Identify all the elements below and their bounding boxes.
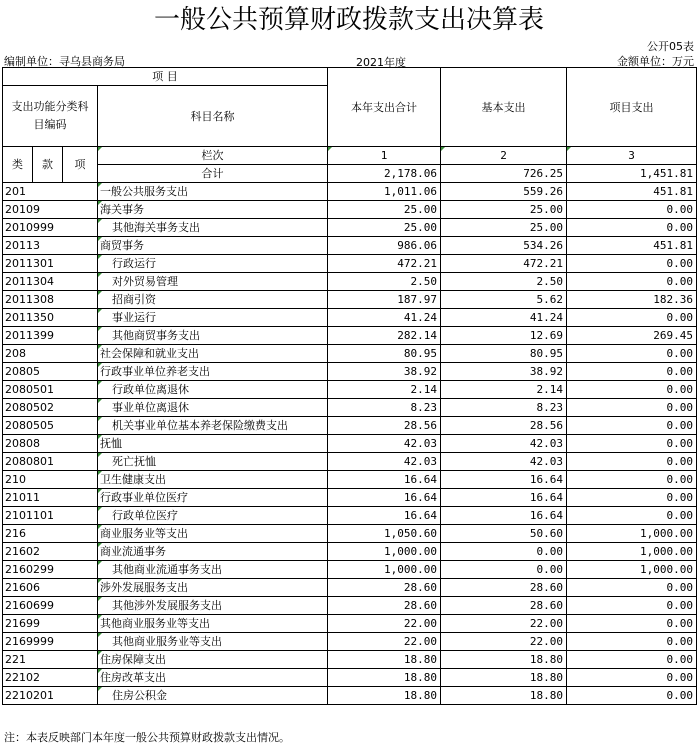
table-row bbox=[3, 471, 697, 489]
row-subject-name: 涉外发展服务支出 bbox=[98, 579, 328, 597]
table-row bbox=[3, 543, 697, 561]
row-subject-name: 对外贸易管理 bbox=[98, 273, 328, 291]
total-label: 合计 bbox=[98, 165, 328, 183]
row-subject-name: 其他商业服务业等支出 bbox=[98, 615, 328, 633]
row-project: 451.81 bbox=[567, 237, 697, 255]
row-code: 210 bbox=[3, 471, 98, 489]
row-subject-name: 住房保障支出 bbox=[98, 651, 328, 669]
row-project: 0.00 bbox=[567, 381, 697, 399]
row-total: 282.14 bbox=[328, 327, 441, 345]
table-row bbox=[3, 237, 697, 255]
header-kuan: 款 bbox=[33, 147, 63, 183]
row-total: 1,000.00 bbox=[328, 543, 441, 561]
row-project: 0.00 bbox=[567, 669, 697, 687]
row-project: 0.00 bbox=[567, 597, 697, 615]
row-project: 0.00 bbox=[567, 687, 697, 705]
table-row bbox=[3, 399, 697, 417]
header-xiang: 项 bbox=[63, 147, 98, 183]
table-row bbox=[3, 561, 697, 579]
row-code: 21011 bbox=[3, 489, 98, 507]
row-subject-name: 住房改革支出 bbox=[98, 669, 328, 687]
row-basic: 8.23 bbox=[441, 399, 567, 417]
row-basic: 41.24 bbox=[441, 309, 567, 327]
table-row bbox=[3, 255, 697, 273]
row-total: 25.00 bbox=[328, 219, 441, 237]
row-code: 2011350 bbox=[3, 309, 98, 327]
row-subject-name: 招商引资 bbox=[98, 291, 328, 309]
table-row bbox=[3, 273, 697, 291]
row-basic: 18.80 bbox=[441, 669, 567, 687]
table-row bbox=[3, 615, 697, 633]
row-total: 22.00 bbox=[328, 633, 441, 651]
row-basic: 16.64 bbox=[441, 471, 567, 489]
table-row bbox=[3, 579, 697, 597]
row-project: 0.00 bbox=[567, 255, 697, 273]
row-project: 0.00 bbox=[567, 471, 697, 489]
unit-label: 编制单位：寻乌县商务局 bbox=[4, 55, 125, 68]
row-code: 2160299 bbox=[3, 561, 98, 579]
header-col2: 2 bbox=[441, 147, 567, 165]
table-row bbox=[3, 651, 697, 669]
row-subject-name: 商业服务业等支出 bbox=[98, 525, 328, 543]
table-row bbox=[3, 363, 697, 381]
row-subject-name: 一般公共服务支出 bbox=[98, 183, 328, 201]
row-project: 182.36 bbox=[567, 291, 697, 309]
table-row bbox=[3, 219, 697, 237]
row-subject-name: 商业流通事务 bbox=[98, 543, 328, 561]
row-project: 451.81 bbox=[567, 183, 697, 201]
table-row bbox=[3, 633, 697, 651]
total-basic: 726.25 bbox=[441, 165, 567, 183]
table-row bbox=[3, 417, 697, 435]
row-code: 20109 bbox=[3, 201, 98, 219]
row-basic: 0.00 bbox=[441, 543, 567, 561]
row-total: 80.95 bbox=[328, 345, 441, 363]
table-row bbox=[3, 507, 697, 525]
row-total: 25.00 bbox=[328, 201, 441, 219]
row-project: 0.00 bbox=[567, 651, 697, 669]
row-subject-name: 死亡抚恤 bbox=[98, 453, 328, 471]
table-row bbox=[3, 597, 697, 615]
row-project: 0.00 bbox=[567, 489, 697, 507]
row-project: 0.00 bbox=[567, 417, 697, 435]
row-subject-name: 其他海关事务支出 bbox=[98, 219, 328, 237]
row-code: 2010999 bbox=[3, 219, 98, 237]
row-basic: 12.69 bbox=[441, 327, 567, 345]
row-code: 2011399 bbox=[3, 327, 98, 345]
table-row bbox=[3, 327, 697, 345]
row-project: 0.00 bbox=[567, 273, 697, 291]
row-basic: 50.60 bbox=[441, 525, 567, 543]
row-subject-name: 卫生健康支出 bbox=[98, 471, 328, 489]
row-basic: 28.60 bbox=[441, 579, 567, 597]
row-subject-name: 行政单位离退休 bbox=[98, 381, 328, 399]
row-project: 0.00 bbox=[567, 345, 697, 363]
header-subject-name: 科目名称 bbox=[98, 86, 328, 147]
row-basic: 28.56 bbox=[441, 417, 567, 435]
row-total: 1,050.60 bbox=[328, 525, 441, 543]
table-row bbox=[3, 291, 697, 309]
row-total: 28.60 bbox=[328, 597, 441, 615]
row-project: 0.00 bbox=[567, 579, 697, 597]
row-project: 1,000.00 bbox=[567, 543, 697, 561]
currency-label: 金额单位：万元 bbox=[617, 55, 694, 68]
row-subject-name: 行政事业单位医疗 bbox=[98, 489, 328, 507]
row-basic: 559.26 bbox=[441, 183, 567, 201]
row-total: 16.64 bbox=[328, 489, 441, 507]
row-basic: 28.60 bbox=[441, 597, 567, 615]
table-row bbox=[3, 309, 697, 327]
form-number: 公开05表 bbox=[647, 40, 694, 53]
header-col1: 1 bbox=[328, 147, 441, 165]
row-code: 21602 bbox=[3, 543, 98, 561]
row-code: 2011301 bbox=[3, 255, 98, 273]
row-basic: 16.64 bbox=[441, 489, 567, 507]
row-code: 208 bbox=[3, 345, 98, 363]
row-project: 0.00 bbox=[567, 399, 697, 417]
row-code: 2080801 bbox=[3, 453, 98, 471]
row-project: 0.00 bbox=[567, 309, 697, 327]
row-basic: 42.03 bbox=[441, 453, 567, 471]
row-basic: 472.21 bbox=[441, 255, 567, 273]
row-total: 1,011.06 bbox=[328, 183, 441, 201]
row-project: 1,000.00 bbox=[567, 525, 697, 543]
year-label: 2021年度 bbox=[356, 56, 406, 69]
row-project: 0.00 bbox=[567, 435, 697, 453]
row-total: 2.14 bbox=[328, 381, 441, 399]
header-lei: 类 bbox=[3, 147, 33, 183]
page-title: 一般公共预算财政拨款支出决算表 bbox=[153, 5, 544, 35]
row-code: 221 bbox=[3, 651, 98, 669]
row-total: 22.00 bbox=[328, 615, 441, 633]
row-subject-name: 抚恤 bbox=[98, 435, 328, 453]
row-code: 22102 bbox=[3, 669, 98, 687]
table-row bbox=[3, 525, 697, 543]
row-total: 18.80 bbox=[328, 651, 441, 669]
row-total: 41.24 bbox=[328, 309, 441, 327]
row-basic: 42.03 bbox=[441, 435, 567, 453]
row-code: 2160699 bbox=[3, 597, 98, 615]
row-basic: 2.50 bbox=[441, 273, 567, 291]
row-total: 187.97 bbox=[328, 291, 441, 309]
row-total: 1,000.00 bbox=[328, 561, 441, 579]
row-project: 269.45 bbox=[567, 327, 697, 345]
row-basic: 25.00 bbox=[441, 201, 567, 219]
header-col3: 3 bbox=[567, 147, 697, 165]
row-subject-name: 事业运行 bbox=[98, 309, 328, 327]
header-basic: 基本支出 bbox=[441, 68, 567, 147]
footnote: 注：本表反映部门本年度一般公共预算财政拨款支出情况。 bbox=[4, 731, 290, 744]
row-code: 216 bbox=[3, 525, 98, 543]
row-basic: 38.92 bbox=[441, 363, 567, 381]
table-row bbox=[3, 669, 697, 687]
row-project: 0.00 bbox=[567, 201, 697, 219]
row-code: 2080502 bbox=[3, 399, 98, 417]
header-total: 本年支出合计 bbox=[328, 68, 441, 147]
row-code: 2169999 bbox=[3, 633, 98, 651]
row-basic: 18.80 bbox=[441, 687, 567, 705]
row-code: 2080501 bbox=[3, 381, 98, 399]
row-subject-name: 行政单位医疗 bbox=[98, 507, 328, 525]
row-basic: 18.80 bbox=[441, 651, 567, 669]
row-basic: 2.14 bbox=[441, 381, 567, 399]
row-code: 20808 bbox=[3, 435, 98, 453]
header-project: 项目支出 bbox=[567, 68, 697, 147]
table-row bbox=[3, 345, 697, 363]
row-subject-name: 行政事业单位养老支出 bbox=[98, 363, 328, 381]
row-total: 28.60 bbox=[328, 579, 441, 597]
row-total: 18.80 bbox=[328, 687, 441, 705]
row-project: 0.00 bbox=[567, 363, 697, 381]
row-subject-name: 机关事业单位基本养老保险缴费支出 bbox=[98, 417, 328, 435]
row-code: 2011304 bbox=[3, 273, 98, 291]
row-project: 0.00 bbox=[567, 453, 697, 471]
row-code: 2080505 bbox=[3, 417, 98, 435]
header-item: 项 目 bbox=[3, 68, 328, 86]
row-project: 1,000.00 bbox=[567, 561, 697, 579]
row-code: 201 bbox=[3, 183, 98, 201]
row-subject-name: 其他商贸事务支出 bbox=[98, 327, 328, 345]
row-basic: 0.00 bbox=[441, 561, 567, 579]
row-basic: 16.64 bbox=[441, 507, 567, 525]
row-basic: 5.62 bbox=[441, 291, 567, 309]
row-project: 0.00 bbox=[567, 615, 697, 633]
row-subject-name: 行政运行 bbox=[98, 255, 328, 273]
table-row bbox=[3, 201, 697, 219]
row-subject-name: 商贸事务 bbox=[98, 237, 328, 255]
header-func-code: 支出功能分类科目编码 bbox=[3, 86, 98, 147]
row-total: 16.64 bbox=[328, 507, 441, 525]
row-subject-name: 事业单位离退休 bbox=[98, 399, 328, 417]
row-total: 28.56 bbox=[328, 417, 441, 435]
row-code: 21699 bbox=[3, 615, 98, 633]
table-row bbox=[3, 183, 697, 201]
row-code: 2101101 bbox=[3, 507, 98, 525]
row-basic: 25.00 bbox=[441, 219, 567, 237]
table-row bbox=[3, 489, 697, 507]
row-total: 42.03 bbox=[328, 435, 441, 453]
row-code: 2011308 bbox=[3, 291, 98, 309]
table-row bbox=[3, 381, 697, 399]
row-subject-name: 其他涉外发展服务支出 bbox=[98, 597, 328, 615]
row-basic: 22.00 bbox=[441, 615, 567, 633]
row-code: 2210201 bbox=[3, 687, 98, 705]
row-total: 38.92 bbox=[328, 363, 441, 381]
row-total: 472.21 bbox=[328, 255, 441, 273]
row-code: 21606 bbox=[3, 579, 98, 597]
row-project: 0.00 bbox=[567, 507, 697, 525]
row-total: 986.06 bbox=[328, 237, 441, 255]
row-total: 42.03 bbox=[328, 453, 441, 471]
row-basic: 534.26 bbox=[441, 237, 567, 255]
row-code: 20805 bbox=[3, 363, 98, 381]
row-total: 16.64 bbox=[328, 471, 441, 489]
row-subject-name: 住房公积金 bbox=[98, 687, 328, 705]
row-subject-name: 其他商业流通事务支出 bbox=[98, 561, 328, 579]
row-subject-name: 其他商业服务业等支出 bbox=[98, 633, 328, 651]
row-subject-name: 社会保障和就业支出 bbox=[98, 345, 328, 363]
total-project: 1,451.81 bbox=[567, 165, 697, 183]
table-row bbox=[3, 453, 697, 471]
header-lanci: 栏次 bbox=[98, 147, 328, 165]
row-project: 0.00 bbox=[567, 633, 697, 651]
row-total: 18.80 bbox=[328, 669, 441, 687]
row-code: 20113 bbox=[3, 237, 98, 255]
row-basic: 80.95 bbox=[441, 345, 567, 363]
total-sum: 2,178.06 bbox=[328, 165, 441, 183]
table-row bbox=[3, 687, 697, 705]
row-basic: 22.00 bbox=[441, 633, 567, 651]
expenditure-table bbox=[2, 67, 697, 705]
row-total: 2.50 bbox=[328, 273, 441, 291]
row-total: 8.23 bbox=[328, 399, 441, 417]
row-subject-name: 海关事务 bbox=[98, 201, 328, 219]
row-project: 0.00 bbox=[567, 219, 697, 237]
table-row bbox=[3, 435, 697, 453]
